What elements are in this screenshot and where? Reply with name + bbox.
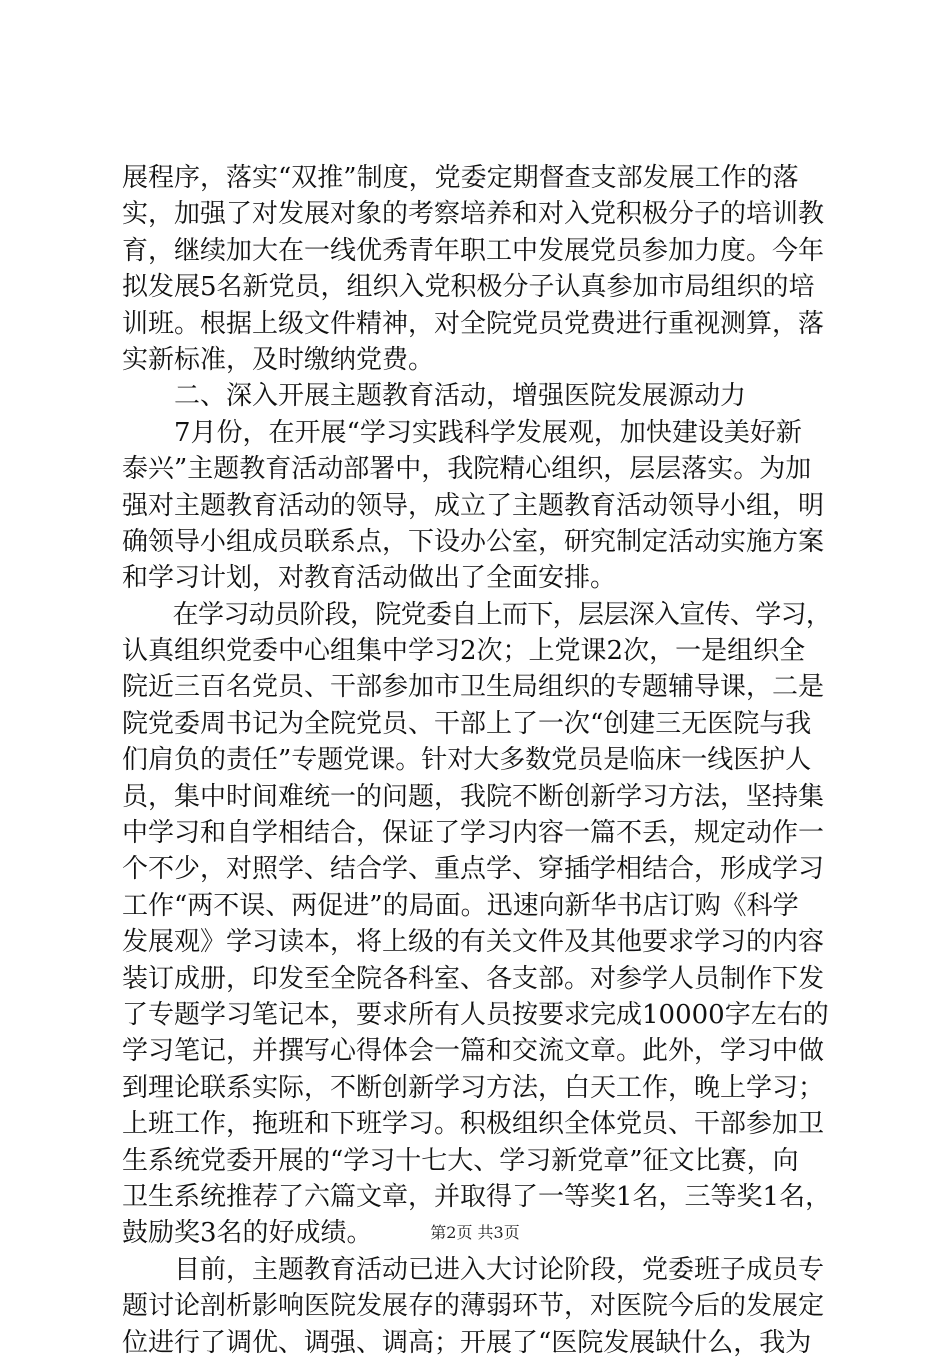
text-line: 确领导小组成员联系点，下设办公室，研究制定活动实施方案 [122, 526, 825, 557]
text-line: 拟发展5名新党员，组织入党积极分子认真参加市局组织的培 [122, 272, 815, 303]
text-line: 和学习计划，对教育活动做出了全面安排。 [122, 563, 617, 594]
text-line: 卫生系统推荐了六篇文章，并取得了一等奖1名，三等奖1名， [122, 1181, 832, 1212]
text-line: 实新标准，及时缴纳党费。 [122, 344, 435, 375]
text-line: 在学习动员阶段，院党委自上而下，层层深入宣传、学习， [122, 599, 832, 630]
text-line: 学习笔记，并撰写心得体会一篇和交流文章。此外，学习中做 [122, 1036, 825, 1067]
text-line: 中学习和自学相结合，保证了学习内容一篇不丢，规定动作一 [122, 818, 825, 849]
text-line: 院党委周书记为全院党员、干部上了一次“创建三无医院与我 [122, 708, 812, 739]
text-line: 们肩负的责任”专题党课。针对大多数党员是临床一线医护人 [122, 745, 812, 776]
text-line: 认真组织党委中心组集中学习2次；上党课2次，一是组织全 [122, 636, 806, 667]
text-line: 二、深入开展主题教育活动，增强医院发展源动力 [122, 381, 747, 412]
text-line: 发展观》学习读本，将上级的有关文件及其他要求学习的内容 [122, 927, 825, 958]
text-line: 位进行了调优、调强、调高；开展了“医院发展缺什么，我为 [122, 1327, 812, 1358]
text-line: 到理论联系实际，不断创新学习方法，白天工作，晚上学习； [122, 1072, 825, 1103]
text-line: 个不少，对照学、结合学、重点学、穿插学相结合，形成学习 [122, 854, 825, 885]
text-line: 目前，主题教育活动已进入大讨论阶段，党委班子成员专 [122, 1254, 825, 1285]
text-line: 鼓励奖3名的好成绩。 [122, 1218, 373, 1249]
text-line: 员，集中时间难统一的问题，我院不断创新学习方法，坚持集 [122, 781, 825, 812]
text-line: 7月份，在开展“学习实践科学发展观，加快建设美好新 [122, 417, 802, 448]
page-footer: 第2页 共3页 [430, 1223, 520, 1242]
text-line: 上班工作，拖班和下班学习。积极组织全体党员、干部参加卫 [122, 1109, 825, 1140]
text-line: 题讨论剖析影响医院发展存的薄弱环节，对医院今后的发展定 [122, 1291, 825, 1322]
text-line: 育，继续加大在一线优秀青年职工中发展党员参加力度。今年 [122, 235, 825, 266]
text-line: 训班。根据上级文件精神，对全院党员党费进行重视测算，落 [122, 308, 825, 339]
text-line: 展程序，落实“双推”制度，党委定期督查支部发展工作的落 [122, 163, 799, 193]
text-line: 装订成册，印发至全院各科室、各支部。对参学人员制作下发 [122, 963, 825, 994]
text-line: 泰兴”主题教育活动部署中，我院精心组织，层层落实。为加 [122, 454, 812, 485]
body-text [122, 160, 832, 1361]
text-line: 强对主题教育活动的领导，成立了主题教育活动领导小组，明 [122, 490, 825, 521]
text-line: 院近三百名党员、干部参加市卫生局组织的专题辅导课，二是 [122, 672, 825, 703]
text-line: 实，加强了对发展对象的考察培养和对入党积极分子的培训教 [122, 199, 825, 230]
text-line: 生系统党委开展的“学习十七大、学习新党章”征文比赛，向 [122, 1145, 799, 1176]
text-line: 了专题学习笔记本，要求所有人员按要求完成10000字左右的 [122, 999, 829, 1030]
text-line: 工作“两不误、两促进”的局面。迅速向新华书店订购《科学 [122, 890, 799, 921]
